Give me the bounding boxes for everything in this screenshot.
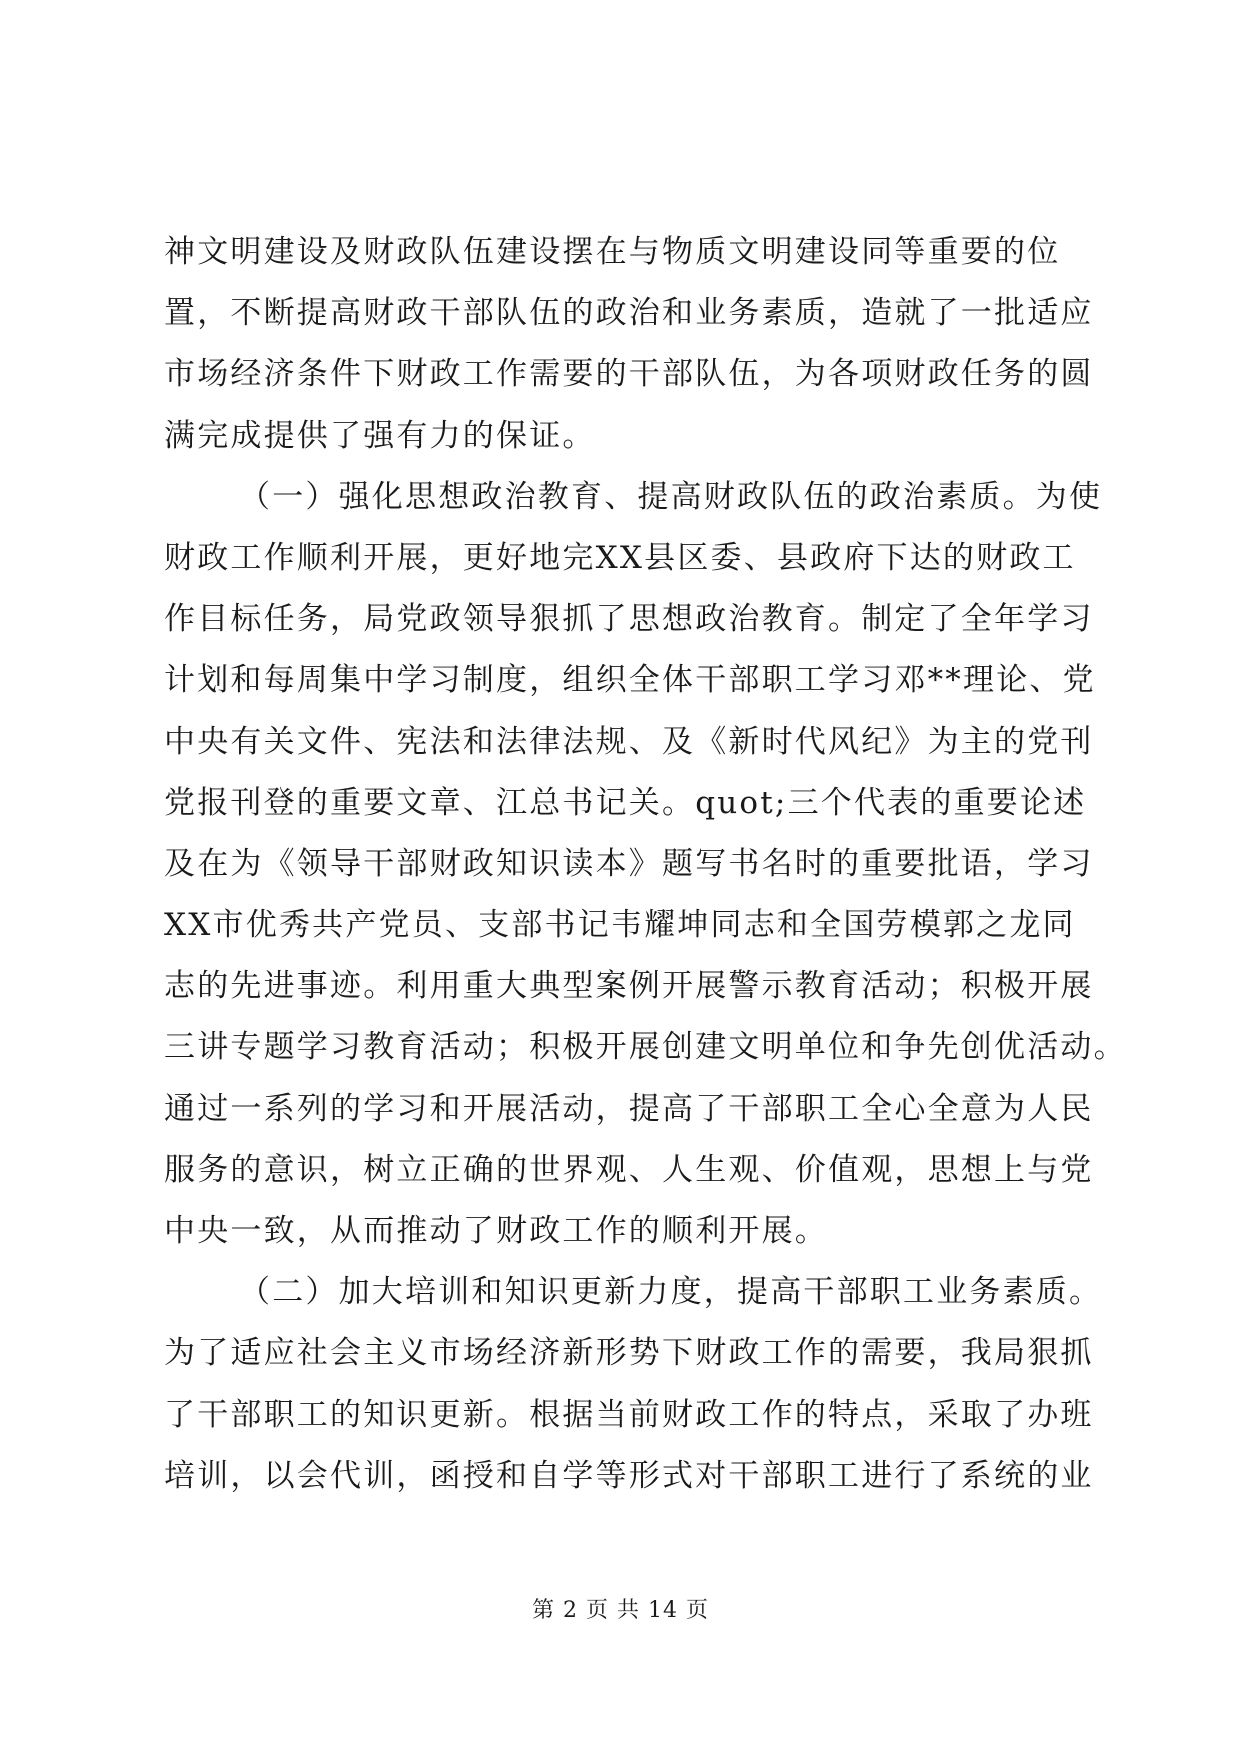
text-line: 财政工作顺利开展，更好地完XX县区委、县政府下达的财政工 xyxy=(164,539,1076,576)
text-line: 为了适应社会主义市场经济新形势下财政工作的需要，我局狠抓 xyxy=(164,1335,1094,1372)
text-line: 志的先进事迹。利用重大典型案例开展警示教育活动；积极开展 xyxy=(164,968,1094,1005)
paragraph-3 xyxy=(164,1262,1103,1507)
text-line: 中央有关文件、宪法和法律法规、及《新时代风纪》为主的党刊 xyxy=(164,723,1094,760)
text-line: 服务的意识，树立正确的世界观、人生观、价值观，思想上与党 xyxy=(164,1151,1094,1188)
text-line: 中央一致，从而推动了财政工作的顺利开展。 xyxy=(164,1213,828,1249)
text-line: 市场经济条件下财政工作需要的干部队伍，为各项财政任务的圆 xyxy=(164,356,1094,393)
text-line: 三讲专题学习教育活动；积极开展创建文明单位和争先创优活动。 xyxy=(164,1029,1127,1066)
text-line: 培训，以会代训，函授和自学等形式对干部职工进行了系统的业 xyxy=(164,1457,1094,1494)
text-line: 了干部职工的知识更新。根据当前财政工作的特点，采取了办班 xyxy=(164,1396,1094,1433)
text-line: （二）加大培训和知识更新力度，提高干部职工业务素质。 xyxy=(239,1274,1103,1311)
document-body xyxy=(164,222,1127,1507)
paragraph-2 xyxy=(164,467,1127,1262)
text-line: 及在为《领导干部财政知识读本》题写书名时的重要批语，学习 xyxy=(164,845,1094,882)
text-line: 作目标任务，局党政领导狠抓了思想政治教育。制定了全年学习 xyxy=(164,601,1094,638)
text-line: 党报刊登的重要文章、江总书记关。quot;三个代表的重要论述 xyxy=(164,784,1087,821)
text-line: 神文明建设及财政队伍建设摆在与物质文明建设同等重要的位 xyxy=(164,234,1061,270)
text-line: XX市优秀共产党员、支部书记韦耀坤同志和全国劳模郭之龙同 xyxy=(164,907,1076,944)
text-line: 计划和每周集中学习制度，组织全体干部职工学习邓**理论、党 xyxy=(164,662,1096,699)
text-line: 通过一系列的学习和开展活动，提高了干部职工全心全意为人民 xyxy=(164,1090,1094,1127)
paragraph-1 xyxy=(164,222,1094,467)
text-line: 置，不断提高财政干部队伍的政治和业务素质，造就了一批适应 xyxy=(164,295,1094,332)
text-line: 满完成提供了强有力的保证。 xyxy=(164,417,596,454)
page-footer: 第 2 页 共 14 页 xyxy=(532,1598,709,1623)
text-line: （一）强化思想政治教育、提高财政队伍的政治素质。为使 xyxy=(239,478,1103,515)
